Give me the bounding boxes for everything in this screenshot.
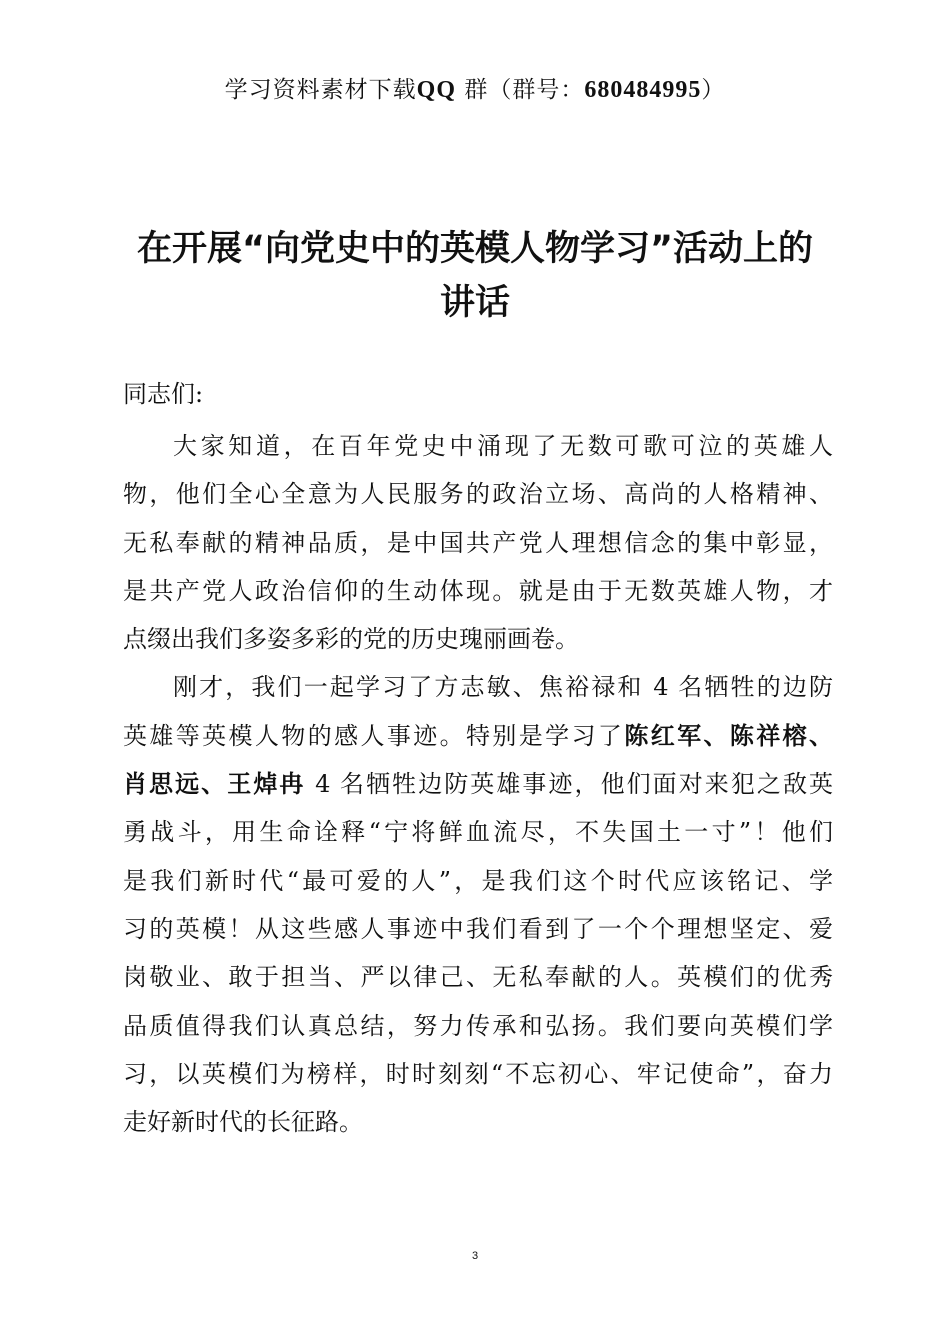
header-qq-number: 680484995 [584, 77, 702, 103]
paragraph-2-line: 走好新时代的长征路。 [123, 1108, 363, 1137]
paragraph-2-line: 习，以英模们为榜样，时时刻刻“不忘初心、牢记使命”，奋力 [123, 1059, 833, 1088]
paragraph-2-line: 品质值得我们认真总结，努力传承和弘扬。我们要向英模们学 [123, 1011, 833, 1040]
paragraph-2-line: 岗敬业、敢于担当、严以律己、无私奉献的人。英模们的优秀 [123, 963, 833, 992]
paragraph-2-line-mixed [123, 760, 833, 808]
header-qq: QQ [416, 77, 457, 103]
page-number: 3 [471, 1250, 479, 1262]
title-line-2: 讲话 [439, 283, 510, 323]
paragraph-2-line: 是我们新时代“最可爱的人”，是我们这个时代应该铭记、学 [123, 866, 833, 895]
header-suffix: ） [701, 77, 726, 103]
header-middle: 群（群号： [456, 77, 585, 103]
paragraph-2-line: 习的英模！从这些感人事迹中我们看到了一个个理想坚定、爱 [123, 914, 833, 943]
header-prefix: 学习资料素材下载 [224, 77, 417, 103]
body-text [123, 422, 833, 1146]
hero-names-1: 陈红军、陈祥榕、 [624, 721, 834, 750]
salutation: 同志们: [123, 380, 204, 408]
document-title [110, 222, 840, 330]
hero-names-2: 肖思远、王焯冉 [123, 770, 306, 799]
title-line-1: 在开展“向党史中的英模人物学习”活动上的 [136, 229, 813, 269]
paragraph-1-line: 点缀出我们多姿多彩的党的历史瑰丽画卷。 [123, 625, 579, 654]
paragraph-1-line: 是共产党人政治信仰的生动体现。就是由于无数英雄人物，才 [123, 576, 833, 605]
paragraph-2-line: 勇战斗，用生命诠释“宁将鲜血流尽，不失国土一寸”！他们 [123, 818, 833, 847]
paragraph-2-text: 4 名牺牲边防英雄事迹，他们面对来犯之敌英 [305, 770, 834, 799]
paragraph-1-line: 大家知道，在百年党史中涌现了无数可歌可泣的英雄人 [173, 432, 833, 460]
paragraph-1-line: 物，他们全心全意为人民服务的政治立场、高尚的人格精神、 [123, 480, 833, 509]
paragraph-1-line: 无私奉献的精神品质，是中国共产党人理想信念的集中彰显， [123, 528, 833, 557]
paragraph-2-line: 刚才，我们一起学习了方志敏、焦裕禄和 4 名牺牲的边防 [173, 673, 833, 702]
header-line [0, 72, 950, 108]
paragraph-2-text: 英雄等英模人物的感人事迹。特别是学习了 [123, 721, 625, 750]
paragraph-2-line-mixed [123, 712, 833, 760]
